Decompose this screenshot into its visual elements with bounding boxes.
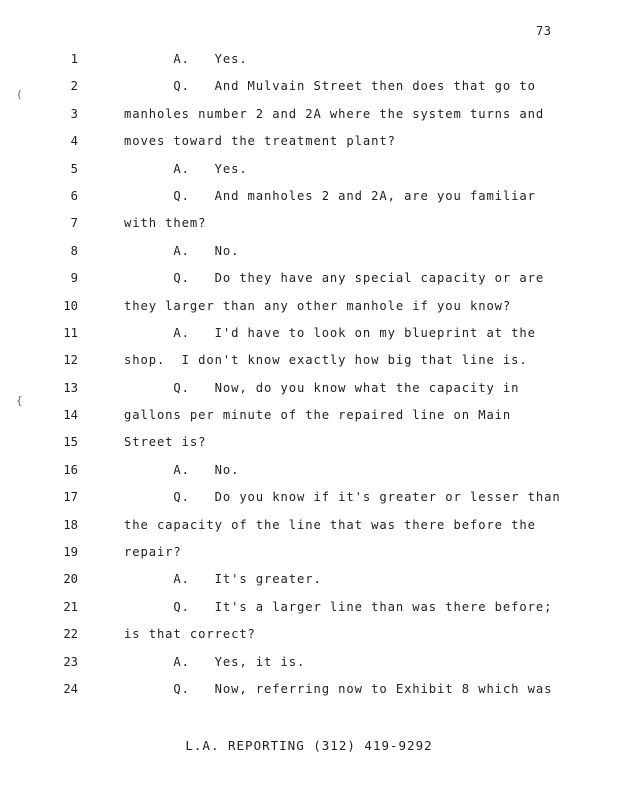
line-number: 17: [63, 490, 78, 505]
line-text: Q. Now, do you know what the capacity in: [124, 380, 520, 395]
transcript-line: [0, 265, 618, 292]
line-text: the capacity of the line that was there before the: [124, 517, 536, 532]
transcript-line: [0, 347, 618, 374]
page-number: 73: [536, 24, 552, 38]
line-text: Street is?: [124, 435, 207, 450]
transcript-line: [0, 457, 618, 484]
line-number: 19: [63, 545, 78, 560]
line-number: 8: [70, 243, 78, 258]
line-text: A. Yes.: [124, 161, 248, 176]
line-number: 9: [70, 271, 78, 286]
line-number: 23: [63, 654, 78, 669]
line-text: repair?: [124, 545, 182, 560]
line-number: 1: [70, 52, 78, 66]
line-number: 24: [63, 681, 78, 696]
transcript-line: [0, 566, 618, 593]
transcript-line: [0, 238, 618, 265]
line-text: manholes number 2 and 2A where the system turns and: [124, 106, 545, 121]
line-number: 21: [63, 599, 78, 614]
transcript-line: [0, 402, 618, 429]
transcript-body: [0, 46, 618, 703]
transcript-line: [0, 183, 618, 210]
margin-mark: (: [16, 88, 23, 101]
line-text: moves toward the treatment plant?: [124, 134, 396, 149]
transcript-line: [0, 293, 618, 320]
transcript-line: [0, 649, 618, 676]
line-number: 3: [70, 106, 78, 121]
transcript-line: [0, 429, 618, 456]
line-text: Q. Do you know if it's greater or lesser than: [124, 490, 561, 505]
margin-mark: {: [16, 394, 23, 407]
line-number: 7: [70, 216, 78, 231]
transcript-line: [0, 101, 618, 128]
line-text: A. No.: [124, 243, 240, 258]
transcript-line: [0, 484, 618, 511]
transcript-line: [0, 512, 618, 539]
line-number: 15: [63, 435, 78, 450]
line-text: Q. And Mulvain Street then does that go to: [124, 79, 536, 94]
line-text: shop. I don't know exactly how big that line is.: [124, 353, 528, 368]
line-text: A. Yes.: [124, 52, 248, 66]
line-text: A. I'd have to look on my blueprint at the: [124, 325, 536, 340]
line-text: Q. Do they have any special capacity or are: [124, 271, 545, 286]
line-text: Q. And manholes 2 and 2A, are you familiar: [124, 188, 536, 203]
line-text: Q. It's a larger line than was there before;: [124, 599, 553, 614]
line-number: 2: [70, 79, 78, 94]
line-number: 4: [70, 134, 78, 149]
line-number: 10: [63, 298, 78, 313]
transcript-line: [0, 128, 618, 155]
line-text: A. It's greater.: [124, 572, 322, 587]
line-text: Q. Now, referring now to Exhibit 8 which was: [124, 681, 553, 696]
transcript-line: [0, 156, 618, 183]
transcript-line: [0, 375, 618, 402]
line-text: with them?: [124, 216, 207, 231]
line-text: is that correct?: [124, 627, 256, 642]
line-number: 13: [63, 380, 78, 395]
line-number: 14: [63, 408, 78, 423]
line-number: 22: [63, 627, 78, 642]
line-number: 5: [70, 161, 78, 176]
line-text: A. No.: [124, 462, 240, 477]
transcript-line: [0, 46, 618, 73]
line-text: gallons per minute of the repaired line on Main: [124, 408, 512, 423]
reporter-footer: L.A. REPORTING (312) 419-9292: [185, 738, 433, 753]
line-number: 11: [63, 325, 78, 340]
line-text: A. Yes, it is.: [124, 654, 306, 669]
transcript-line: [0, 594, 618, 621]
line-number: 12: [63, 353, 78, 368]
transcript-line: [0, 676, 618, 703]
line-number: 18: [63, 517, 78, 532]
line-number: 6: [70, 188, 78, 203]
line-text: they larger than any other manhole if you know?: [124, 298, 512, 313]
transcript-line: [0, 210, 618, 237]
line-number: 20: [63, 572, 78, 587]
transcript-line: [0, 621, 618, 648]
transcript-line: [0, 320, 618, 347]
transcript-line: [0, 539, 618, 566]
line-number: 16: [63, 462, 78, 477]
transcript-line: [0, 73, 618, 100]
